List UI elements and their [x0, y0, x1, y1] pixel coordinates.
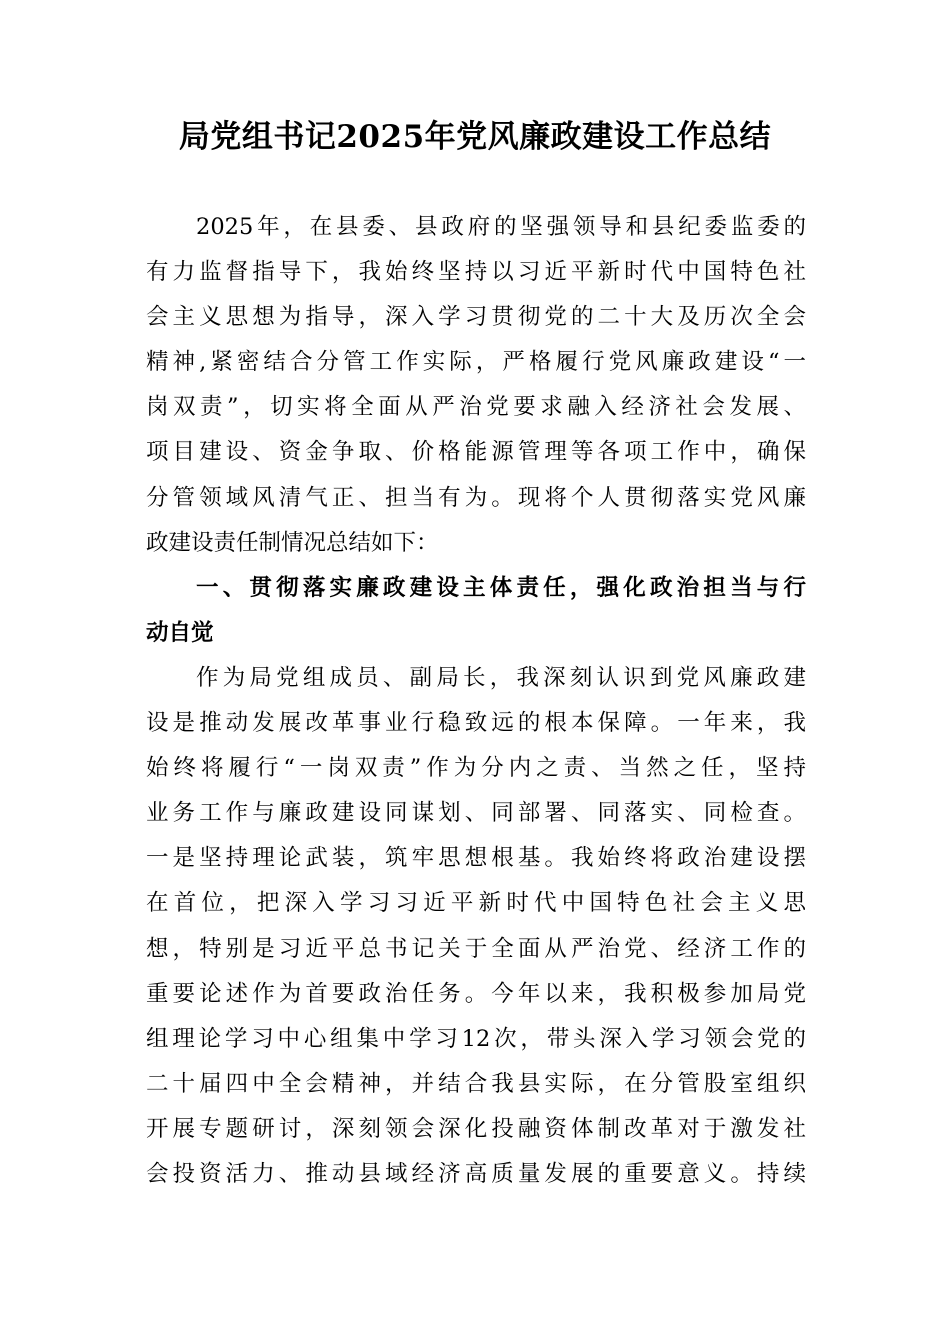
paragraph-line: 有力监督指导下，我始终坚持以习近平新时代中国特色社	[146, 259, 806, 286]
paragraph-line: 项目建设、资金争取、价格能源管理等各项工作中，确保	[146, 439, 806, 466]
paragraph-line: 岗双责”，切实将全面从严治党要求融入经济社会发展、	[146, 394, 806, 421]
paragraph-line: 设是推动发展改革事业行稳致远的根本保障。一年来，我	[146, 710, 806, 737]
paragraph-line: 在首位，把深入学习习近平新时代中国特色社会主义思	[146, 890, 806, 917]
paragraph-line: 精神,紧密结合分管工作实际，严格履行党风廉政建设“一	[146, 349, 806, 376]
paragraph-line: 业务工作与廉政建设同谋划、同部署、同落实、同检查。	[146, 800, 806, 827]
paragraph-line: 二十届四中全会精神，并结合我县实际，在分管股室组织	[146, 1070, 806, 1097]
paragraph-line: 重要论述作为首要政治任务。今年以来，我积极参加局党	[146, 980, 806, 1007]
paragraph-line: 作为局党组成员、副局长，我深刻认识到党风廉政建	[196, 664, 806, 691]
paragraph-line: 一是坚持理论武装，筑牢思想根基。我始终将政治建设摆	[146, 845, 806, 872]
paragraph-line: 2025年，在县委、县政府的坚强领导和县纪委监委的	[196, 214, 806, 240]
paragraph-line: 政建设责任制情况总结如下：	[146, 529, 439, 556]
paragraph-line: 组理论学习中心组集中学习12次，带头深入学习领会党的	[146, 1025, 806, 1052]
document-body	[146, 205, 806, 1197]
paragraph-line: 始终将履行“一岗双责”作为分内之责、当然之任，坚持	[146, 755, 806, 782]
paragraph-line: 会主义思想为指导，深入学习贯彻党的二十大及历次全会	[146, 304, 806, 331]
section-heading-line: 一、贯彻落实廉政建设主体责任，强化政治担当与行	[196, 574, 806, 601]
paragraph-line: 分管领域风清气正、担当有为。现将个人贯彻落实党风廉	[146, 484, 806, 511]
paragraph-line: 想，特别是习近平总书记关于全面从严治党、经济工作的	[146, 935, 806, 962]
document-title: 局党组书记2025年党风廉政建设工作总结	[178, 119, 772, 155]
paragraph-line: 会投资活力、推动县域经济高质量发展的重要意义。持续	[146, 1160, 806, 1187]
paragraph-line: 开展专题研讨，深刻领会深化投融资体制改革对于激发社	[146, 1115, 806, 1142]
section-heading-line: 动自觉	[146, 619, 214, 646]
